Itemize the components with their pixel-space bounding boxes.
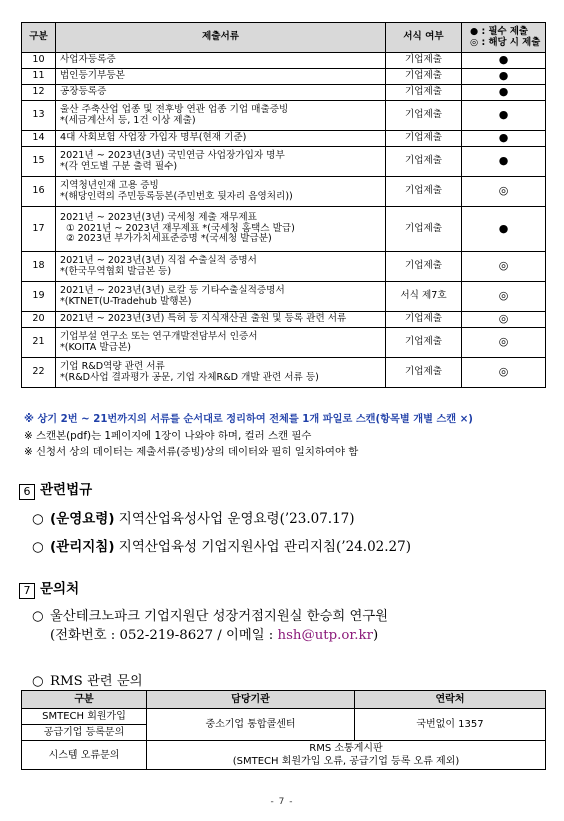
format-type: 기업제출 [386,177,462,207]
row-number: 18 [22,252,56,282]
document-name [56,177,386,207]
document-line: *(한국무역협회 발급본 등) [60,265,172,277]
table-row [22,252,546,282]
document-line: 법인등기부등본 [60,70,125,82]
required-mark-icon: ● [462,207,546,252]
section-7-title: 문의처 [40,581,80,597]
document-line: 2021년 ~ 2023년(3년) 국민연금 사업장가입자 명부 [60,149,285,161]
header-doc: 제출서류 [56,23,386,53]
law-1-text: 지역산업육성사업 운영요령(’23.07.17) [114,511,355,527]
law-item-2 [32,535,411,555]
document-name [56,147,386,177]
required-mark-icon: ● [462,85,546,101]
note-scan-format: ※ 스캔본(pdf)는 1페이지에 1장이 나와야 하며, 컬러 스캔 필수 [24,430,312,442]
optional-mark-icon: ◎ [462,177,546,207]
document-line: 2021년 ~ 2023년(3년) 직접 수출실적 증명서 [60,254,257,266]
row-number: 13 [22,101,56,131]
document-name [56,69,386,85]
format-type: 기업제출 [386,252,462,282]
row-number: 15 [22,147,56,177]
document-line: *(세금계산서 등, 1건 이상 제출) [60,114,196,126]
document-line: *(KOITA 발급본) [60,341,131,353]
table-row [22,69,546,85]
table-row [22,131,546,147]
table-row [22,177,546,207]
document-name [56,131,386,147]
section-6-title: 관련법규 [40,482,93,498]
table-row [22,101,546,131]
row-number: 14 [22,131,56,147]
rms-heading [32,670,143,689]
table-row [22,741,546,770]
row-number: 19 [22,282,56,312]
legend-optional: ◎ : 해당 시 제출 [470,36,541,48]
format-type: 기업제출 [386,69,462,85]
document-name [56,282,386,312]
format-type: 기업제출 [386,101,462,131]
contact-close: ) [372,627,379,643]
format-type: 기업제출 [386,358,462,388]
document-line: *(해당인력의 주민등록등본(주민번호 뒷자리 음영처리)) [60,190,293,202]
optional-mark-icon: ◎ [462,252,546,282]
contact-email[interactable]: hsh@utp.or.kr [277,627,373,643]
table-row [22,328,546,358]
rms-phone: 국번없이 1357 [355,709,546,741]
document-line: 2021년 ~ 2023년(3년) 국세청 제출 재무제표 [60,211,257,223]
required-mark-icon: ● [462,69,546,85]
document-name [56,53,386,69]
format-type: 서식 제7호 [386,282,462,312]
bullet-circle: ○ [32,539,44,555]
rms-type-supplier: 공급기업 등록문의 [22,725,147,741]
row-number: 12 [22,85,56,101]
bullet-circle: ○ [32,674,44,689]
document-name [56,207,386,252]
document-line: 2021년 ~ 2023년(3년) 특허 등 지식재산권 출원 및 등록 관련 서류 [60,313,347,325]
rms-table [21,690,546,770]
page-number: - 7 - [270,797,294,807]
law-1-label: (운영요령) [50,511,115,527]
contact-block [32,608,388,645]
header-no: 구분 [22,23,56,53]
rms-header-row [22,691,546,709]
format-type: 기업제출 [386,85,462,101]
required-mark-icon: ● [462,53,546,69]
format-type: 기업제출 [386,207,462,252]
table-row [22,312,546,328]
section-7-heading [19,577,79,599]
required-mark-icon: ● [462,131,546,147]
law-2-label: (관리지침) [50,539,115,555]
note-data-match: ※ 신청서 상의 데이터는 제출서류(증빙)상의 데이터와 필히 일치하여야 함 [24,446,359,458]
rms-header-contact: 연락처 [355,691,546,709]
document-line: 사업자등록증 [60,54,116,66]
rms-board-title: RMS 소통게시판 [309,743,383,754]
rms-title: RMS 관련 문의 [50,674,143,689]
section-6-number: 6 [19,484,35,500]
format-type: 기업제출 [386,328,462,358]
rms-board [147,741,546,770]
table-row [22,147,546,177]
document-line: 기업 R&D역량 관련 서류 [60,360,165,372]
document-line: *(각 연도별 구분 출력 필수) [60,160,178,172]
header-format: 서식 여부 [386,23,462,53]
document-line: 지역청년인재 고용 증빙 [60,179,159,191]
document-line: 공장등록증 [60,86,107,98]
row-number: 17 [22,207,56,252]
rms-header-type: 구분 [22,691,147,709]
format-type: 기업제출 [386,53,462,69]
optional-mark-icon: ◎ [462,312,546,328]
row-number: 10 [22,53,56,69]
optional-mark-icon: ◎ [462,358,546,388]
required-mark-icon: ● [462,101,546,131]
row-number: 21 [22,328,56,358]
format-type: 기업제출 [386,131,462,147]
optional-mark-icon: ◎ [462,282,546,312]
law-2-text: 지역산업육성 기업지원사업 관리지침(’24.02.27) [114,539,411,555]
document-line: *(R&D사업 결과평가 공문, 기업 자체R&D 개발 관련 서류 등) [60,371,319,383]
table-row [22,53,546,69]
document-name [56,101,386,131]
legend-required: ● : 필수 제출 [470,25,528,37]
rms-header-agency: 담당기관 [147,691,355,709]
header-legend [462,23,546,53]
contact-person: 울산테크노파크 기업지원단 성장거점지원실 한승희 연구원 [50,609,389,624]
rms-agency: 중소기업 통합콜센터 [147,709,355,741]
note-scan-order: ※ 상기 2번 ~ 21번까지의 서류를 순서대로 정리하여 전체를 1개 파일로 스캔(항목별 개별 스캔 ×) [24,414,473,425]
row-number: 20 [22,312,56,328]
rms-board-note: (SMTECH 회원가입 오류, 공급기업 등록 오류 제외) [232,756,460,767]
document-line: 4대 사회보험 사업장 가입자 명부(현재 기준) [60,132,247,144]
notes [24,412,554,460]
row-number: 22 [22,358,56,388]
document-line: 2021년 ~ 2023년(3년) 로칼 등 기타수출실적증명서 [60,284,285,296]
document-line: *(KTNET(U-Tradehub 발행본) [60,295,192,307]
document-name [56,252,386,282]
format-type: 기업제출 [386,147,462,177]
table-row [22,85,546,101]
section-6-heading [19,478,92,500]
document-line: ② 2023년 부가가치세표준증명 *(국세청 발급분) [66,233,272,245]
documents-table-body [22,53,546,388]
contact-phone: (전화번호 : 052-219-8627 / 이메일 : [50,627,278,643]
document-line: 울산 주축산업 업종 및 전후방 연관 업종 기업 매출증빙 [60,103,289,115]
table-row [22,207,546,252]
optional-mark-icon: ◎ [462,328,546,358]
table-row [22,282,546,312]
table-header-row [22,23,546,53]
document-line: 기업부설 연구소 또는 연구개발전담부서 인증서 [60,330,258,342]
rms-type-error: 시스템 오류문의 [22,741,147,770]
rms-type-signup: SMTECH 회원가입 [22,709,147,725]
document-name [56,312,386,328]
format-type: 기업제출 [386,312,462,328]
document-name [56,358,386,388]
bullet-circle: ○ [32,609,44,624]
document-name [56,85,386,101]
row-number: 11 [22,69,56,85]
required-mark-icon: ● [462,147,546,177]
table-row [22,358,546,388]
document-line: ① 2021년 ~ 2023년 재무제표 *(국세청 홈택스 발급) [66,222,295,234]
bullet-circle: ○ [32,511,44,527]
law-item-1 [32,507,355,527]
row-number: 16 [22,177,56,207]
document-name [56,328,386,358]
table-row [22,709,546,725]
documents-table [21,22,546,388]
section-7-number: 7 [19,583,35,599]
